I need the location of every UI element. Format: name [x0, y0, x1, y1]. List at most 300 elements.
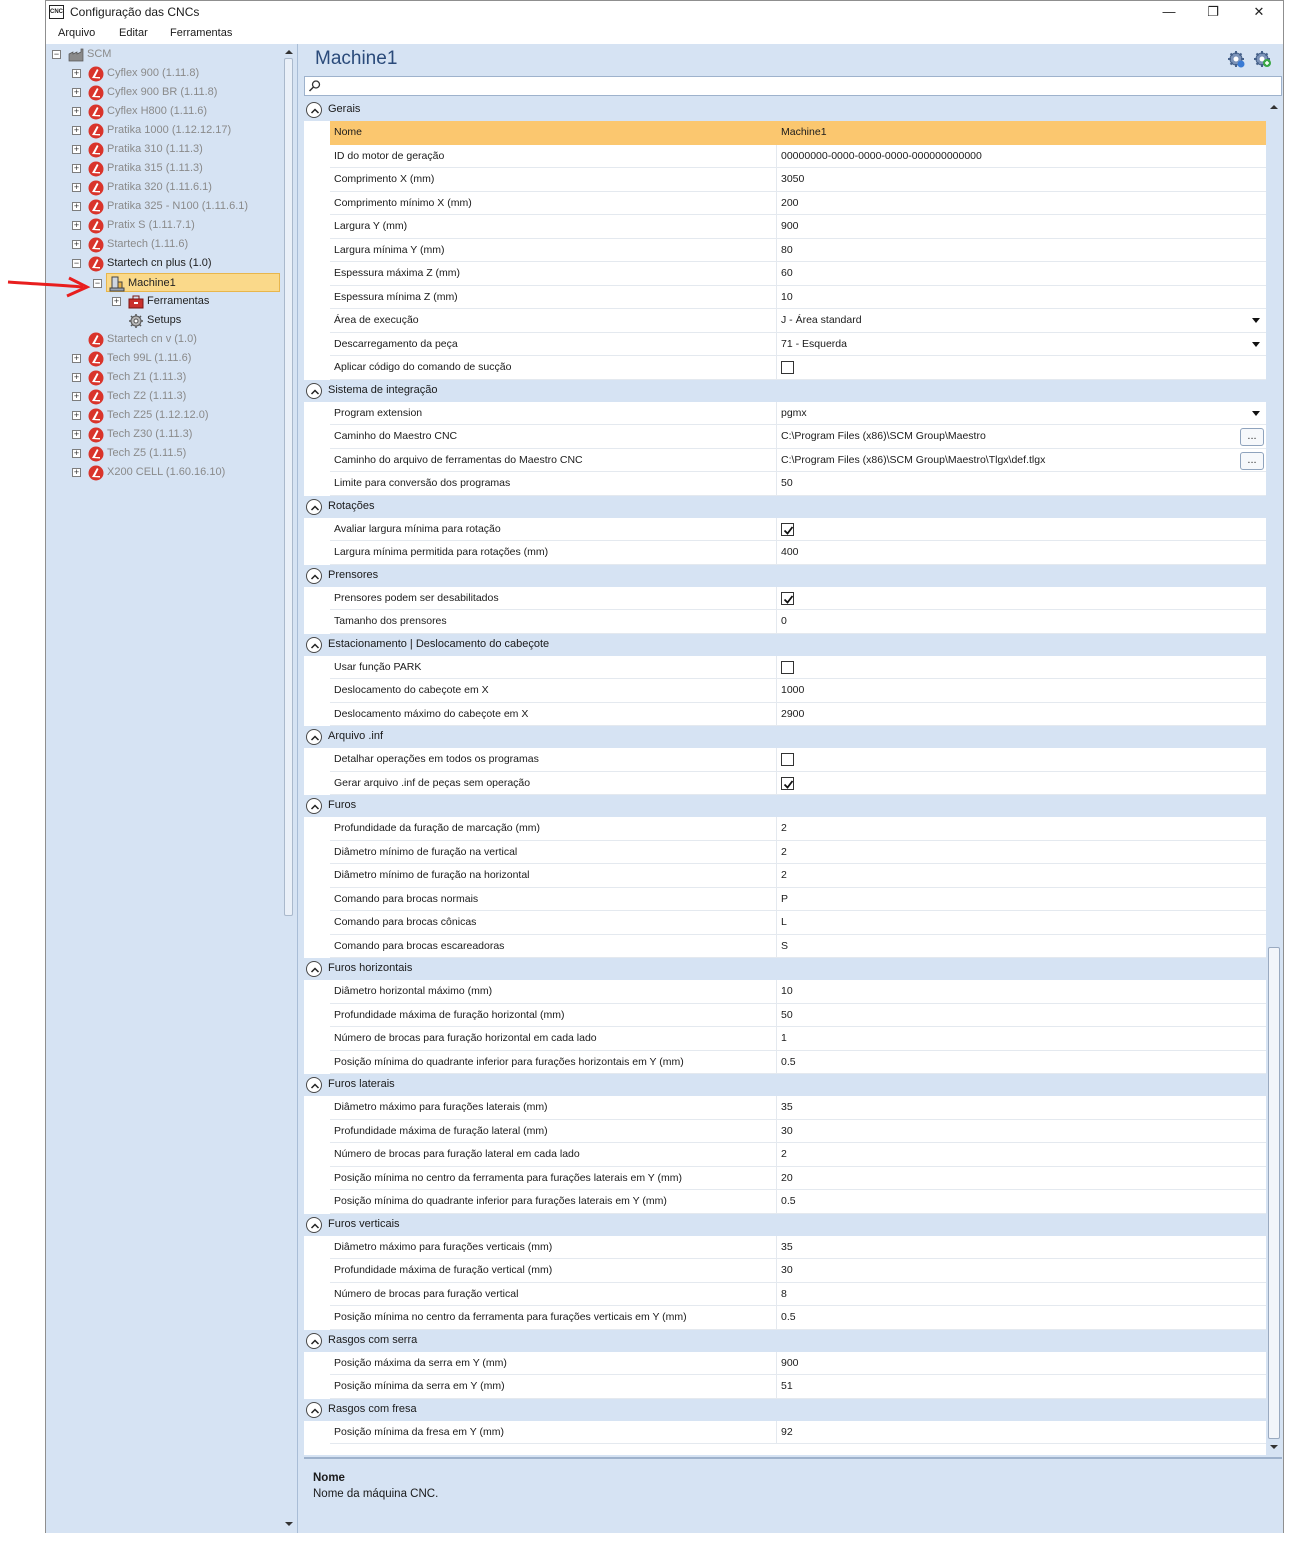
expander-icon[interactable]: + [73, 467, 80, 477]
expander-icon[interactable]: + [73, 391, 80, 401]
property-value[interactable] [776, 610, 1266, 634]
tree-scrollbar[interactable] [281, 44, 297, 1533]
tree-node[interactable] [72, 102, 278, 121]
category-label: Rasgos com serra [328, 1333, 418, 1346]
property-row[interactable] [304, 610, 1266, 634]
property-value-text: 60 [781, 267, 793, 279]
tree-node-label: Tech Z30 (1.11.3) [107, 428, 193, 440]
close-button[interactable]: ✕ [1253, 4, 1265, 19]
property-value[interactable] [776, 1306, 1266, 1330]
tree-node[interactable] [72, 197, 278, 216]
property-label: Largura mínima Y (mm) [330, 239, 776, 263]
category-header[interactable] [304, 634, 1266, 656]
property-value[interactable] [776, 239, 1266, 263]
category-header[interactable] [304, 1214, 1266, 1236]
tree-node[interactable] [72, 140, 278, 159]
app-icon: CNC [49, 5, 64, 19]
property-value[interactable] [776, 748, 1266, 772]
tree-node[interactable] [72, 444, 278, 463]
property-value[interactable] [776, 215, 1266, 239]
property-value[interactable] [776, 121, 1266, 145]
tree-node[interactable] [72, 387, 278, 406]
property-value[interactable] [776, 168, 1266, 192]
tree-node[interactable] [72, 216, 278, 235]
property-label: Comprimento X (mm) [330, 168, 776, 192]
property-row[interactable] [304, 980, 1266, 1004]
collapse-toggle-icon[interactable] [306, 568, 322, 584]
restore-button[interactable]: ❐ [1207, 4, 1219, 19]
category-label: Furos [328, 799, 357, 811]
page-title: Machine1 [315, 48, 398, 69]
property-label: Área de execução [330, 309, 776, 333]
category-label: Furos horizontais [328, 962, 413, 974]
property-label: Profundidade máxima de furação horizontal (mm) [330, 1004, 776, 1028]
cnc-icon [88, 389, 103, 404]
cnc-icon [88, 446, 103, 461]
tree-node[interactable] [72, 330, 278, 349]
search-input[interactable] [304, 76, 1282, 96]
property-value[interactable] [776, 1143, 1266, 1167]
property-value-text: 1000 [781, 684, 805, 696]
collapse-toggle-icon[interactable] [306, 1077, 322, 1093]
category-label: Prensores [328, 568, 379, 581]
dropdown-arrow-icon[interactable] [1252, 318, 1260, 323]
property-row[interactable] [304, 748, 1266, 772]
tree-node[interactable] [72, 463, 278, 482]
property-value[interactable] [776, 1120, 1266, 1144]
property-label: Espessura mínima Z (mm) [330, 286, 776, 310]
property-row[interactable] [304, 541, 1266, 565]
tree-node[interactable] [112, 292, 278, 311]
property-row[interactable] [304, 1259, 1266, 1283]
tree-node-label: Cyflex H800 (1.11.6) [107, 105, 208, 117]
collapse-toggle-icon[interactable] [306, 961, 322, 977]
cnc-icon [88, 427, 103, 442]
cnc-icon [88, 218, 103, 233]
menu-arquivo[interactable]: Arquivo [58, 27, 96, 39]
expander-icon[interactable]: + [73, 372, 80, 382]
property-row[interactable] [304, 1143, 1266, 1167]
tree-node-label: Startech cn plus (1.0) [107, 257, 212, 269]
property-value-text: pgmx [781, 406, 807, 419]
property-row[interactable] [304, 425, 1266, 449]
property-value[interactable] [776, 145, 1266, 169]
cnc-icon [88, 465, 103, 480]
category-label: Rotações [328, 499, 375, 512]
property-value[interactable] [776, 518, 1266, 542]
property-row[interactable] [304, 911, 1266, 935]
property-row[interactable] [304, 1051, 1266, 1075]
category-label: Arquivo .inf [328, 730, 384, 742]
collapse-toggle-icon[interactable] [306, 102, 322, 118]
property-row[interactable] [304, 121, 1266, 145]
property-label: Diâmetro horizontal máximo (mm) [330, 980, 776, 1004]
property-value[interactable] [776, 449, 1266, 473]
property-label: Número de brocas para furação vertical [330, 1283, 776, 1307]
dropdown-arrow-icon[interactable] [1252, 342, 1260, 347]
property-label: Nome [330, 121, 776, 145]
expander-icon[interactable]: + [73, 125, 80, 135]
property-label: Posição mínima da fresa em Y (mm) [330, 1421, 776, 1445]
tree-node[interactable] [72, 368, 278, 387]
property-value[interactable] [776, 587, 1266, 611]
category-header[interactable] [304, 496, 1266, 518]
tree-node-label: Tech Z2 (1.11.3) [107, 390, 187, 402]
property-row[interactable] [304, 1283, 1266, 1307]
property-label: Posição mínima no centro da ferramenta para furações verticais em Y (mm) [330, 1306, 776, 1330]
category-header[interactable] [304, 726, 1266, 748]
property-row[interactable] [304, 703, 1266, 727]
property-row[interactable] [304, 215, 1266, 239]
category-header[interactable] [304, 958, 1266, 980]
property-label: Diâmetro mínimo de furação na horizontal [330, 864, 776, 888]
tree-node-label: Tech Z1 (1.11.3) [107, 371, 187, 383]
tree-node-label: Tech Z25 (1.12.12.0) [107, 409, 209, 421]
property-row[interactable] [304, 841, 1266, 865]
search-icon [308, 79, 322, 93]
property-value[interactable] [776, 356, 1266, 380]
property-value[interactable] [776, 1190, 1266, 1214]
property-row[interactable] [304, 145, 1266, 169]
tree-scroll-thumb[interactable] [284, 58, 293, 916]
property-value-text: C:\Program Files (x86)\SCM Group\Maestro [781, 430, 986, 442]
property-row[interactable] [304, 817, 1266, 841]
property-value-text: Machine1 [781, 126, 827, 138]
property-row[interactable] [304, 1421, 1266, 1445]
property-row[interactable] [304, 356, 1266, 380]
tree-node-label: X200 CELL (1.60.16.10) [107, 466, 226, 478]
property-label: Gerar arquivo .inf de peças sem operação [330, 772, 776, 796]
category-header[interactable] [304, 1074, 1266, 1096]
checkmark-icon [783, 779, 794, 790]
property-value-text: 8 [781, 1287, 787, 1300]
tree-node-label: SCM [87, 48, 112, 60]
cnc-icon [88, 408, 103, 423]
property-label: Largura Y (mm) [330, 215, 776, 239]
property-row[interactable] [304, 402, 1266, 426]
tree-node-label: Tech Z5 (1.11.5) [107, 447, 187, 459]
tree-node-label: Pratika 310 (1.11.3) [107, 143, 203, 155]
property-checkbox[interactable] [781, 753, 794, 766]
property-value[interactable] [776, 425, 1266, 449]
expander-icon[interactable]: + [73, 220, 80, 230]
category-header[interactable] [304, 99, 1266, 121]
property-label: Comando para brocas escareadoras [330, 935, 776, 959]
property-label: Aplicar código do comando de sucção [330, 356, 776, 380]
tree-node[interactable] [72, 425, 278, 444]
property-label: Caminho do Maestro CNC [330, 425, 776, 449]
collapse-toggle-icon[interactable] [306, 383, 322, 399]
menu-bar [46, 23, 1283, 44]
property-value-text: 35 [781, 1240, 793, 1253]
menu-ferramentas[interactable]: Ferramentas [170, 27, 233, 39]
property-label: Caminho do arquivo de ferramentas do Maestro CNC [330, 449, 776, 473]
dropdown-arrow-icon[interactable] [1252, 411, 1260, 416]
property-value[interactable] [776, 1004, 1266, 1028]
checkmark-icon [783, 525, 794, 536]
property-row[interactable] [304, 1190, 1266, 1214]
tree-node[interactable] [94, 273, 280, 292]
property-value-text: 200 [781, 196, 799, 209]
property-value-text: 30 [781, 1264, 793, 1276]
description-title: Nome [313, 1472, 345, 1484]
property-value-text: 900 [781, 220, 799, 232]
property-row[interactable] [304, 587, 1266, 611]
property-checkbox[interactable] [781, 777, 794, 790]
tree-node[interactable] [72, 178, 278, 197]
settings-add-icon[interactable] [1253, 50, 1271, 68]
property-label: Descarregamento da peça [330, 333, 776, 357]
property-value[interactable] [776, 1051, 1266, 1075]
category-header[interactable] [304, 380, 1266, 402]
property-value-text: 50 [781, 477, 793, 489]
property-value-text: 2 [781, 845, 787, 858]
property-row[interactable] [304, 772, 1266, 796]
tree-node[interactable] [72, 254, 278, 273]
tree-node[interactable] [72, 64, 278, 83]
property-row[interactable] [304, 1352, 1266, 1376]
expander-icon[interactable]: + [113, 296, 120, 306]
tree-node-label: Pratika 1000 (1.12.12.17) [107, 124, 232, 136]
property-value[interactable] [776, 1167, 1266, 1191]
property-checkbox[interactable] [781, 592, 794, 605]
red-arrow-annotation [5, 275, 95, 299]
property-label: Comando para brocas normais [330, 888, 776, 912]
scroll-up-icon[interactable] [1266, 101, 1282, 113]
collapse-toggle-icon[interactable] [306, 1333, 322, 1349]
tree-node[interactable] [72, 121, 278, 140]
category-header[interactable] [304, 565, 1266, 587]
property-label: Avaliar largura mínima para rotação [330, 518, 776, 542]
tree-node[interactable] [112, 311, 278, 330]
property-row[interactable] [304, 262, 1266, 286]
property-value-text: C:\Program Files (x86)\SCM Group\Maestro\Tlgx\def.tlgx [781, 453, 1046, 466]
property-value[interactable] [776, 1283, 1266, 1307]
expander-icon[interactable]: + [73, 429, 80, 439]
category-label: Gerais [328, 103, 361, 115]
property-value[interactable] [776, 656, 1266, 680]
property-label: Usar função PARK [330, 656, 776, 680]
property-label: Posição mínima do quadrante inferior para furações horizontais em Y (mm) [330, 1051, 776, 1075]
property-value[interactable] [776, 192, 1266, 216]
property-value[interactable] [776, 1352, 1266, 1376]
property-label: Profundidade máxima de furação lateral (mm) [330, 1120, 776, 1144]
category-label: Furos verticais [328, 1217, 400, 1230]
browse-button[interactable]: ... [1240, 428, 1264, 446]
tree-node[interactable] [72, 235, 278, 254]
factory-icon [68, 47, 83, 62]
property-value[interactable] [776, 703, 1266, 727]
property-label: Largura mínima permitida para rotações (mm) [330, 541, 776, 565]
property-row[interactable] [304, 1096, 1266, 1120]
property-label: Posição mínima da serra em Y (mm) [330, 1375, 776, 1399]
property-row[interactable] [304, 1027, 1266, 1051]
property-value[interactable] [776, 679, 1266, 703]
property-value-text: 30 [781, 1124, 793, 1137]
property-value-text: 00000000-0000-0000-0000-000000000000 [781, 149, 982, 162]
property-row[interactable] [304, 1120, 1266, 1144]
collapse-toggle-icon[interactable] [306, 729, 322, 745]
property-row[interactable] [304, 935, 1266, 959]
property-value[interactable] [776, 1421, 1266, 1445]
property-value-text: 0.5 [781, 1055, 796, 1068]
property-label: Posição mínima do quadrante inferior para furações laterais em Y (mm) [330, 1190, 776, 1214]
property-value[interactable] [776, 262, 1266, 286]
property-label: Diâmetro máximo para furações laterais (mm) [330, 1096, 776, 1120]
category-label: Rasgos com fresa [328, 1402, 417, 1415]
expander-icon[interactable]: − [73, 258, 80, 268]
property-value[interactable] [776, 935, 1266, 959]
cnc-icon [88, 123, 103, 138]
expander-icon[interactable]: + [73, 353, 80, 363]
property-value-text: J - Área standard [781, 314, 862, 326]
property-value-text: 2 [781, 822, 787, 834]
property-value[interactable] [776, 1236, 1266, 1260]
property-checkbox[interactable] [781, 523, 794, 536]
property-row[interactable] [304, 239, 1266, 263]
property-value[interactable] [776, 1027, 1266, 1051]
property-row[interactable] [304, 309, 1266, 333]
expander-icon[interactable]: + [73, 144, 80, 154]
title-bar [46, 1, 1283, 23]
property-label: Profundidade máxima de furação vertical (mm) [330, 1259, 776, 1283]
grid-scrollbar[interactable] [1266, 99, 1282, 1455]
property-label: Tamanho dos prensores [330, 610, 776, 634]
tree-node-label: Machine1 [128, 277, 176, 289]
property-row[interactable] [304, 1306, 1266, 1330]
tree-node[interactable] [72, 406, 278, 425]
property-row[interactable] [304, 168, 1266, 192]
cnc-icon [88, 85, 103, 100]
property-row[interactable] [304, 286, 1266, 310]
setup-icon [128, 313, 143, 328]
property-value[interactable] [776, 1259, 1266, 1283]
menu-editar[interactable]: Editar [119, 27, 148, 39]
machine-tree [46, 44, 298, 1533]
description-panel [304, 1457, 1282, 1532]
collapse-toggle-icon[interactable] [306, 499, 322, 515]
property-label: Comando para brocas cônicas [330, 911, 776, 935]
expander-icon[interactable]: + [73, 87, 80, 97]
category-label: Estacionamento | Deslocamento do cabeçote [328, 637, 550, 650]
property-value[interactable] [776, 402, 1266, 426]
property-row[interactable] [304, 1236, 1266, 1260]
property-value-text: P [781, 892, 789, 905]
property-row[interactable] [304, 1167, 1266, 1191]
property-value[interactable] [776, 980, 1266, 1004]
tree-node[interactable] [72, 159, 278, 178]
expander-icon[interactable]: + [73, 239, 80, 249]
property-value[interactable] [776, 333, 1266, 357]
property-value[interactable] [776, 772, 1266, 796]
property-label: Detalhar operações em todos os programas [330, 748, 776, 772]
expander-icon[interactable]: − [94, 278, 101, 288]
category-header[interactable] [304, 795, 1266, 817]
property-row[interactable] [304, 679, 1266, 703]
property-value[interactable] [776, 911, 1266, 935]
tree-node[interactable] [72, 349, 278, 368]
property-row[interactable] [304, 192, 1266, 216]
machine-icon [109, 276, 124, 291]
toolbox-icon [128, 294, 143, 309]
collapse-toggle-icon[interactable] [306, 798, 322, 814]
property-value-text: 20 [781, 1171, 793, 1184]
property-value-text: 1 [781, 1032, 787, 1044]
expander-icon[interactable]: + [73, 182, 80, 192]
settings-apply-icon[interactable] [1227, 50, 1245, 68]
property-value-text: 0.5 [781, 1195, 796, 1207]
property-value-text: 80 [781, 243, 793, 256]
expander-icon[interactable]: + [73, 410, 80, 420]
property-label: Deslocamento do cabeçote em X [330, 679, 776, 703]
property-label: Profundidade da furação de marcação (mm) [330, 817, 776, 841]
collapse-toggle-icon[interactable] [306, 1402, 322, 1418]
property-row[interactable] [304, 864, 1266, 888]
cnc-icon [88, 370, 103, 385]
property-value[interactable] [776, 841, 1266, 865]
expander-icon[interactable]: + [73, 106, 80, 116]
collapse-toggle-icon[interactable] [306, 1217, 322, 1233]
property-grid [304, 99, 1266, 1455]
property-row[interactable] [304, 888, 1266, 912]
tree-node-root[interactable] [52, 45, 278, 64]
property-label: Prensores podem ser desabilitados [330, 587, 776, 611]
browse-button[interactable]: ... [1240, 452, 1264, 470]
property-row[interactable] [304, 518, 1266, 542]
property-value[interactable] [776, 541, 1266, 565]
property-value[interactable] [776, 472, 1266, 496]
property-row[interactable] [304, 449, 1266, 473]
expander-icon[interactable]: + [73, 68, 80, 78]
scroll-down-icon[interactable] [281, 1518, 297, 1530]
property-row[interactable] [304, 656, 1266, 680]
property-row[interactable] [304, 333, 1266, 357]
property-value[interactable] [776, 888, 1266, 912]
scroll-up-icon[interactable] [281, 46, 297, 58]
property-value[interactable] [776, 817, 1266, 841]
property-value[interactable] [776, 864, 1266, 888]
property-value[interactable] [776, 286, 1266, 310]
tree-node[interactable] [72, 83, 278, 102]
property-checkbox[interactable] [781, 661, 794, 674]
property-value[interactable] [776, 309, 1266, 333]
scroll-down-icon[interactable] [1266, 1441, 1282, 1453]
property-value-text: L [781, 916, 787, 928]
property-row[interactable] [304, 472, 1266, 496]
property-label: Número de brocas para furação horizontal em cada lado [330, 1027, 776, 1051]
property-value[interactable] [776, 1096, 1266, 1120]
property-label: Espessura máxima Z (mm) [330, 262, 776, 286]
expander-icon[interactable]: − [53, 49, 60, 59]
category-header[interactable] [304, 1330, 1266, 1352]
minimize-button[interactable]: — [1162, 4, 1176, 19]
collapse-toggle-icon[interactable] [306, 637, 322, 653]
grid-scroll-thumb[interactable] [1268, 947, 1280, 1439]
property-checkbox[interactable] [781, 361, 794, 374]
expander-icon[interactable]: + [73, 448, 80, 458]
property-label: Diâmetro máximo para furações verticais (mm) [330, 1236, 776, 1260]
category-header[interactable] [304, 1399, 1266, 1421]
property-value[interactable] [776, 1375, 1266, 1399]
expander-icon[interactable]: + [73, 201, 80, 211]
property-label: Comprimento mínimo X (mm) [330, 192, 776, 216]
property-label: Número de brocas para furação lateral em cada lado [330, 1143, 776, 1167]
property-row[interactable] [304, 1375, 1266, 1399]
property-value-text: 10 [781, 985, 793, 997]
tree-node-label: Setups [147, 314, 182, 326]
expander-icon[interactable]: + [73, 163, 80, 173]
property-row[interactable] [304, 1004, 1266, 1028]
